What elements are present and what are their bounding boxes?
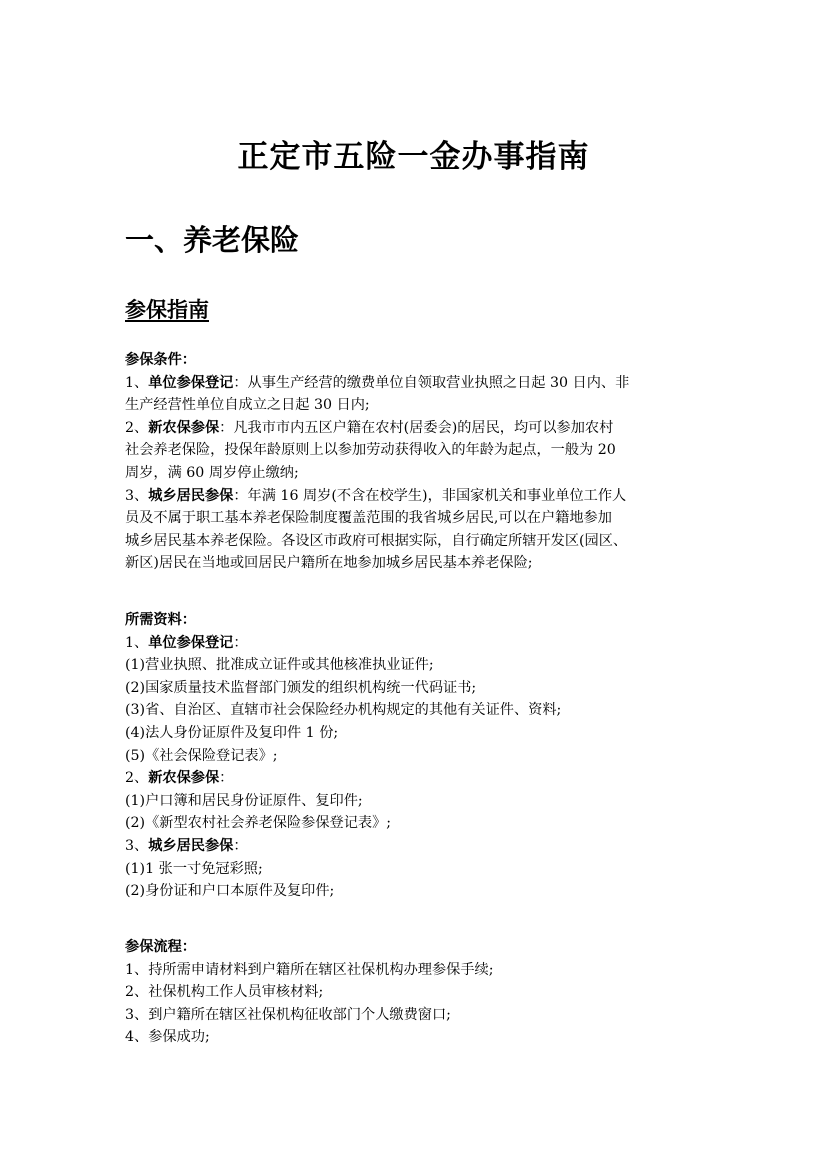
materials-group-1-suffix: ： <box>233 634 248 651</box>
materials-group-1-title: 单位参保登记 <box>148 634 234 651</box>
materials-label: 所需资料： <box>125 612 196 628</box>
materials-list-item: (3)省、自治区、直辖市社会保险经办机构规定的其他有关证件、资料; <box>125 702 562 719</box>
condition-item-1-text: ：从事生产经营的缴费单位自领取营业执照之日起 30 日内、非 <box>233 374 630 391</box>
materials-group-2-prefix: 2、 <box>125 770 149 787</box>
process-step: 1、持所需申请材料到户籍所在辖区社保机构办理参保手续; <box>125 961 494 978</box>
condition-item-3-prefix: 3、 <box>125 487 149 504</box>
materials-group-2-title: 新农保参保 <box>148 770 220 787</box>
materials-group-3-title: 城乡居民参保 <box>148 837 234 854</box>
materials-list-item: (5)《社会保险登记表》; <box>125 747 278 764</box>
process-label: 参保流程： <box>125 939 196 955</box>
condition-item-2-prefix: 2、 <box>125 419 149 436</box>
condition-item-3-continued: 城乡居民基本养老保险。各设区市政府可根据实际，自行确定所辖开发区(园区、 <box>125 532 628 549</box>
materials-list-item: (2)身份证和户口本原件及复印件; <box>125 883 335 900</box>
materials-group-3-suffix: ： <box>233 837 248 854</box>
materials-list-item: (4)法人身份证原件及复印件 1 份; <box>125 724 339 741</box>
condition-item-1 <box>125 372 715 395</box>
materials-group-2-suffix: ： <box>219 770 234 787</box>
materials-group-1 <box>125 632 715 655</box>
materials-section <box>125 609 715 903</box>
materials-group-3 <box>125 835 715 858</box>
section-heading: 一、养老保险 <box>125 223 300 257</box>
materials-group-2 <box>125 767 715 790</box>
materials-list-item: (1)户口簿和居民身份证原件、复印件; <box>125 792 363 809</box>
condition-item-2-text: ：凡我市市内五区户籍在农村(居委会)的居民，均可以参加农村 <box>219 419 614 436</box>
condition-item-2 <box>125 417 715 440</box>
subsection-heading: 参保指南 <box>125 297 209 322</box>
materials-list-item: (1)1 张一寸免冠彩照; <box>125 860 263 877</box>
process-section <box>125 936 715 1049</box>
condition-item-1-prefix: 1、 <box>125 374 149 391</box>
materials-list-item: (1)营业执照、批准成立证件或其他核准执业证件; <box>125 657 434 674</box>
condition-item-3 <box>125 485 715 508</box>
condition-item-2-continued: 社会养老保险，投保年龄原则上以参加劳动获得收入的年龄为起点，一般为 20 <box>125 442 616 459</box>
condition-item-1-title: 单位参保登记 <box>148 374 234 391</box>
materials-group-1-prefix: 1、 <box>125 634 149 651</box>
condition-item-2-title: 新农保参保 <box>148 419 220 436</box>
condition-item-3-continued: 员及不属于职工基本养老保险制度覆盖范围的我省城乡居民,可以在户籍地参加 <box>125 510 612 527</box>
process-step: 2、社保机构工作人员审核材料; <box>125 984 324 1001</box>
conditions-label: 参保条件： <box>125 352 196 368</box>
materials-list-item: (2)《新型农村社会养老保险参保登记表》; <box>125 815 392 832</box>
condition-item-1-continued: 生产经营性单位自成立之日起 30 日内; <box>125 397 370 414</box>
conditions-section <box>125 349 715 575</box>
process-step: 4、参保成功; <box>125 1029 210 1046</box>
materials-list-item: (2)国家质量技术监督部门颁发的组织机构统一代码证书; <box>125 679 477 696</box>
materials-group-3-prefix: 3、 <box>125 837 149 854</box>
condition-item-3-continued: 新区)居民在当地或回居民户籍所在地参加城乡居民基本养老保险; <box>125 555 533 572</box>
process-step: 3、到户籍所在辖区社保机构征收部门个人缴费窗口; <box>125 1006 451 1023</box>
condition-item-3-title: 城乡居民参保 <box>148 487 234 504</box>
condition-item-3-text: ：年满 16 周岁(不含在校学生)，非国家机关和事业单位工作人 <box>233 487 627 504</box>
document-title: 正定市五险一金办事指南 <box>237 139 590 175</box>
condition-item-2-continued: 周岁，满 60 周岁停止缴纳; <box>125 464 299 481</box>
